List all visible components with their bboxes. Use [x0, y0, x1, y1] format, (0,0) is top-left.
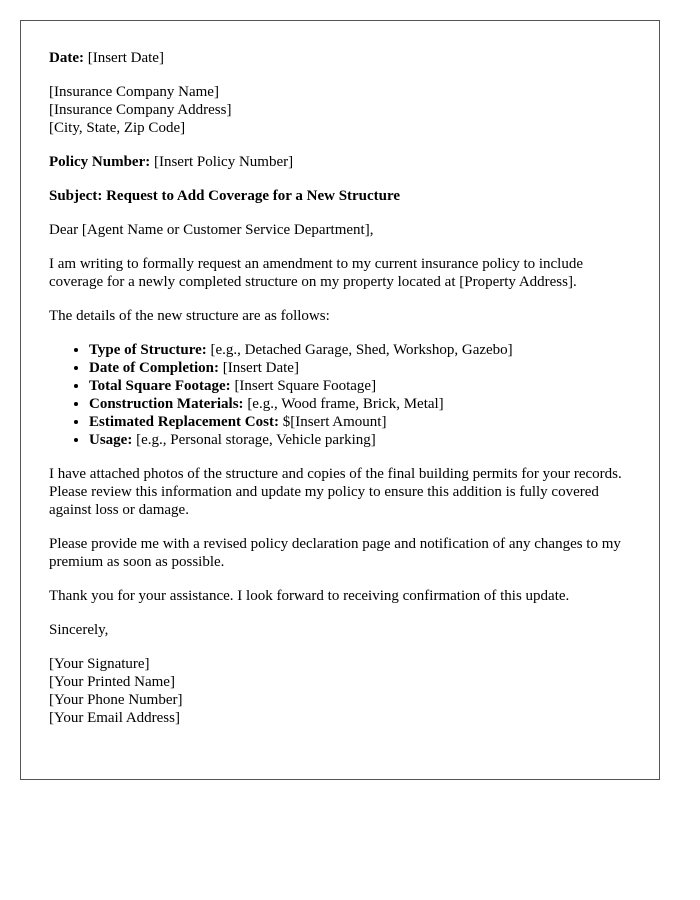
detail-label: Total Square Footage:: [89, 378, 231, 394]
detail-value: [e.g., Personal storage, Vehicle parking]: [132, 432, 376, 448]
salutation: Dear [Agent Name or Customer Service Department],: [49, 222, 374, 238]
detail-item-type: [89, 341, 631, 359]
closing: Sincerely,: [49, 622, 109, 638]
subject-text: Subject: Request to Add Coverage for a New Structure: [49, 188, 401, 204]
signature-placeholder: [Your Signature]: [49, 656, 150, 672]
detail-label: Date of Completion:: [89, 360, 219, 376]
date-value: [Insert Date]: [83, 50, 164, 66]
detail-value: [Insert Square Footage]: [230, 378, 377, 394]
detail-value: [e.g., Detached Garage, Shed, Workshop, Gazebo]: [206, 342, 513, 358]
detail-item-replacement-cost: [89, 413, 631, 431]
detail-label: Usage:: [89, 432, 133, 448]
city-state-zip: [City, State, Zip Code]: [49, 120, 186, 136]
detail-item-completion-date: [89, 359, 631, 377]
printed-name-placeholder: [Your Printed Name]: [49, 674, 175, 690]
attachments-paragraph: I have attached photos of the structure and copies of the final building permits for your records. Please review this information and update my policy to ensure this addition is fully covered against loss or damage.: [49, 466, 622, 518]
date-line: [49, 49, 631, 67]
detail-item-materials: [89, 395, 631, 413]
subject-line: [49, 187, 631, 205]
detail-label: Construction Materials:: [89, 396, 244, 412]
detail-item-usage: [89, 431, 631, 449]
detail-value: $[Insert Amount]: [278, 414, 387, 430]
policy-number-label: Policy Number:: [49, 154, 151, 170]
detail-value: [Insert Date]: [218, 360, 299, 376]
details-intro: The details of the new structure are as follows:: [49, 308, 330, 324]
insurance-company-address: [Insurance Company Address]: [49, 102, 232, 118]
structure-details-list: [49, 341, 631, 449]
recipient-address-block: [49, 83, 631, 137]
detail-label: Estimated Replacement Cost:: [89, 414, 279, 430]
policy-number-value: [Insert Policy Number]: [150, 154, 294, 170]
letter-document: [20, 20, 660, 780]
detail-item-square-footage: [89, 377, 631, 395]
email-placeholder: [Your Email Address]: [49, 710, 180, 726]
detail-value: [e.g., Wood frame, Brick, Metal]: [243, 396, 444, 412]
policy-number-line: [49, 153, 631, 171]
detail-label: Type of Structure:: [89, 342, 207, 358]
phone-placeholder: [Your Phone Number]: [49, 692, 183, 708]
date-label: Date:: [49, 50, 84, 66]
signature-block: [49, 655, 631, 727]
request-paragraph: Please provide me with a revised policy declaration page and notification of any changes to my premium as soon as possible.: [49, 536, 621, 570]
insurance-company-name: [Insurance Company Name]: [49, 84, 219, 100]
intro-paragraph: I am writing to formally request an amendment to my current insurance policy to include coverage for a newly completed structure on my property located at [Property Address].: [49, 256, 584, 290]
thanks-paragraph: Thank you for your assistance. I look forward to receiving confirmation of this update.: [49, 588, 570, 604]
